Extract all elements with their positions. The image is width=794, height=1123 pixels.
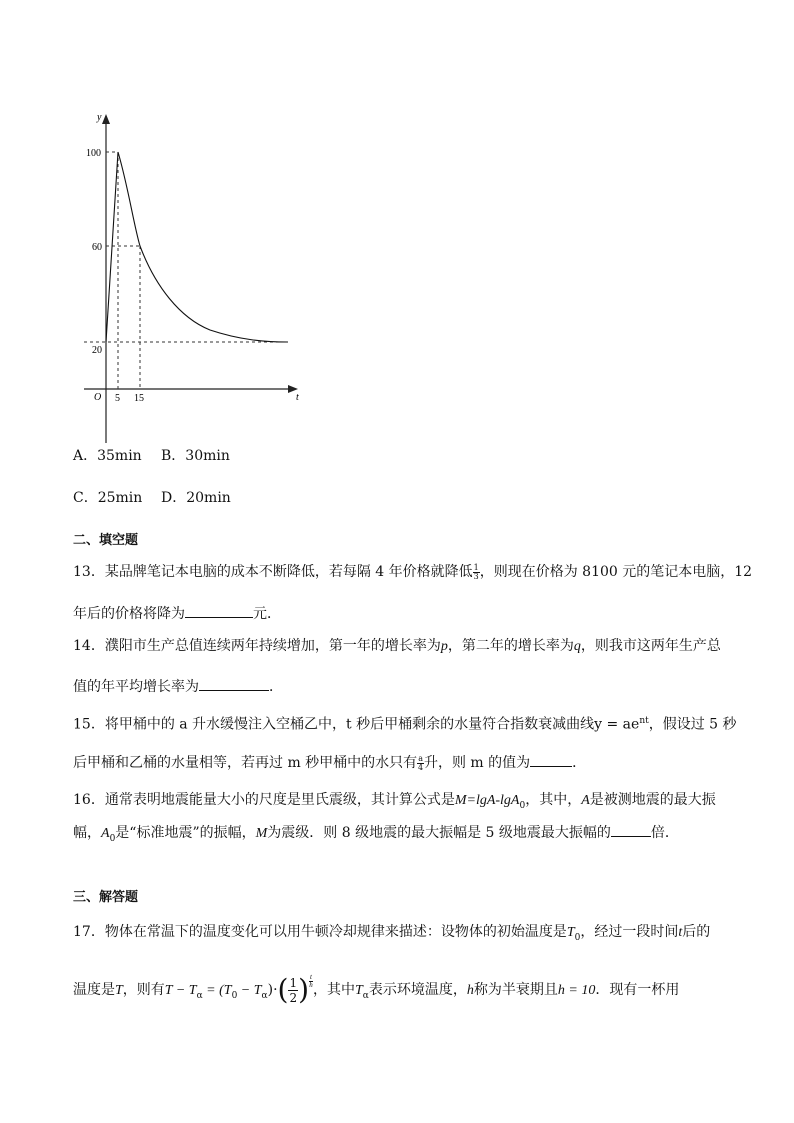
option-d[interactable]: D．20min bbox=[161, 490, 231, 506]
q17-var-t0: T bbox=[566, 925, 575, 940]
q14-answer-blank[interactable] bbox=[199, 676, 269, 691]
q17-text-a: 17．物体在常温下的温度变化可以用牛顿冷却规律来描述：设物体的初始温度是 bbox=[73, 924, 567, 940]
q17-exp-num: t bbox=[310, 973, 312, 981]
q13-frac-num: 1 bbox=[473, 562, 479, 572]
q17-eq-mid-suba: α bbox=[261, 990, 268, 1001]
q14-text-e: ． bbox=[269, 679, 283, 695]
question-17-line2 bbox=[73, 968, 679, 1012]
q17-text-c: 后的 bbox=[682, 924, 711, 940]
origin-label: O bbox=[94, 392, 102, 403]
q17-text-b: ，经过一段时间 bbox=[580, 924, 679, 940]
x-axis-label: t bbox=[296, 392, 299, 403]
q15-text-e: ． bbox=[572, 755, 587, 771]
x-tick-15: 15 bbox=[134, 393, 144, 404]
y-axis-arrow bbox=[102, 114, 110, 124]
q17-eq-mid2: − T bbox=[237, 983, 262, 998]
q15-text-c: 后甲桶和乙桶的水量相等，若再过 m 秒甲桶中的水只有 bbox=[73, 755, 418, 771]
question-17-line1 bbox=[73, 922, 710, 948]
q17-half-den: 2 bbox=[289, 990, 298, 1005]
q15-exponent: nt bbox=[639, 716, 649, 726]
q17-text-g: 表示环境温度， bbox=[368, 982, 467, 998]
y-tick-20: 20 bbox=[92, 345, 102, 356]
q17-exp-den: h bbox=[309, 981, 313, 989]
q17-var-h: h bbox=[466, 983, 474, 998]
q17-half-paren: ( bbox=[277, 973, 289, 1006]
q16-text-b: ，其中， bbox=[525, 792, 582, 808]
decay-graph bbox=[70, 108, 320, 453]
y-tick-100: 100 bbox=[86, 148, 101, 159]
q15-text-a: 15．将甲桶中的 a 升水缓慢注入空桶乙中，t 秒后甲桶剩余的水量符合指数衰减曲线 bbox=[73, 716, 595, 733]
q17-var-ta: T bbox=[355, 983, 363, 998]
q14-text-d: 值的年平均增长率为 bbox=[73, 679, 199, 695]
q13-text-c: 年后的价格将降为 bbox=[73, 606, 185, 622]
question-13-line2 bbox=[73, 603, 281, 624]
q16-text-a: 16．通常表明地震能量大小的尺度是里氏震级，其计算公式是 bbox=[73, 792, 455, 808]
q13-text-a: 13．某品牌笔记本电脑的成本不断降低，若每隔 4 年价格就降低 bbox=[73, 564, 473, 580]
q17-eq-mid3: )· bbox=[267, 982, 278, 998]
q16-var-m: M bbox=[255, 826, 268, 841]
option-b[interactable]: B．30min bbox=[161, 448, 230, 464]
q17-text-e: ，则有 bbox=[122, 982, 165, 998]
q17-h-eq: h = 10 bbox=[557, 983, 596, 998]
q13-text-b: ，则现在价格为 8100 元的笔记本电脑，12 bbox=[479, 564, 753, 580]
y-axis-label: y bbox=[97, 112, 102, 123]
q13-answer-blank[interactable] bbox=[185, 603, 253, 618]
q17-text-f: ，其中 bbox=[313, 982, 355, 998]
q15-text-b: ，假设过 5 秒 bbox=[648, 716, 737, 733]
question-16-line1 bbox=[73, 790, 716, 816]
q17-text-h: 称为半衰期且 bbox=[473, 982, 558, 998]
q14-text-b: ，第二年的增长率为 bbox=[447, 638, 574, 654]
q17-text-i: ．现有一杯用 bbox=[595, 982, 680, 998]
q14-text-a: 14．濮阳市生产总值连续两年持续增加，第一年的增长率为 bbox=[73, 638, 441, 654]
q17-eq-mid: = (T bbox=[202, 983, 232, 998]
question-16-line2 bbox=[73, 822, 679, 849]
q16-text-g: 倍． bbox=[650, 825, 679, 841]
q17-half-paren-close: ) bbox=[298, 973, 310, 1006]
q17-var-t: t bbox=[678, 925, 683, 940]
q17-eq-mid-sub0: 0 bbox=[231, 990, 238, 1001]
q16-formula-sub: 0 bbox=[519, 800, 526, 811]
q15-formula: y = ae bbox=[594, 716, 640, 733]
question-14-line2 bbox=[73, 676, 283, 697]
q15-fraction bbox=[417, 755, 424, 772]
option-c[interactable]: C．25min bbox=[73, 490, 143, 506]
q16-var-a: A bbox=[581, 793, 590, 808]
section-title-answer: 三、解答题 bbox=[73, 890, 139, 905]
q16-var-a0: A bbox=[101, 826, 110, 841]
q16-var-a0-sub: 0 bbox=[109, 833, 116, 844]
question-15-line2 bbox=[73, 752, 586, 773]
q17-var-T: T bbox=[115, 983, 123, 998]
q15-frac-num: a bbox=[418, 753, 423, 763]
question-14-line1 bbox=[73, 636, 721, 657]
q15-text-d: 升，则 m 的值为 bbox=[423, 755, 531, 771]
q16-text-c: 是被测地震的最大振 bbox=[589, 792, 716, 808]
q13-text-d: 元． bbox=[253, 606, 281, 622]
y-tick-60: 60 bbox=[92, 242, 102, 253]
q16-formula: M=lgA-lgA bbox=[454, 793, 520, 808]
q14-text-c: ，则我市这两年生产总 bbox=[580, 638, 721, 654]
q17-eq-lhs: T − T bbox=[164, 983, 197, 998]
q13-fraction bbox=[473, 564, 480, 581]
q17-half-num: 1 bbox=[289, 975, 298, 990]
q16-answer-blank[interactable] bbox=[611, 822, 651, 837]
q17-eq-lhs-sub: α bbox=[196, 990, 203, 1001]
q15-frac-den: 4 bbox=[418, 762, 424, 772]
section-title-fill-in: 二、填空题 bbox=[73, 533, 139, 548]
q13-frac-den: 3 bbox=[473, 571, 479, 581]
q14-var-q: q bbox=[573, 639, 581, 654]
x-tick-5: 5 bbox=[115, 393, 120, 404]
question-13-line1 bbox=[73, 562, 752, 582]
q17-half-fraction bbox=[288, 976, 298, 1005]
q14-var-p: p bbox=[440, 639, 448, 654]
question-15-line1 bbox=[73, 711, 737, 735]
q16-text-f: 为震级．则 8 级地震的最大振幅是 5 级地震最大振幅的 bbox=[267, 825, 611, 841]
q16-text-d: 幅， bbox=[73, 825, 101, 841]
q17-var-t0-sub: 0 bbox=[574, 932, 581, 943]
temperature-curve bbox=[106, 152, 288, 342]
q17-var-ta-sub: α bbox=[362, 990, 369, 1001]
option-a[interactable]: A．35min bbox=[73, 448, 142, 464]
q15-answer-blank[interactable] bbox=[530, 752, 572, 767]
q17-text-d: 温度是 bbox=[73, 982, 115, 998]
q16-text-e: 是“标准地震”的振幅， bbox=[115, 825, 256, 841]
